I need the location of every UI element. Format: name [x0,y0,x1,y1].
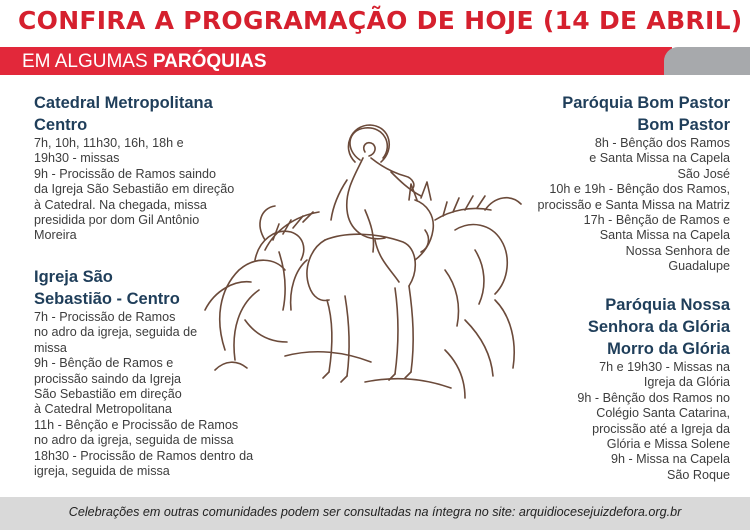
schedule-line: 19h30 - missas [34,151,120,166]
schedule-line: procissão saindo da Igreja [34,371,182,386]
heading-line: Bom Pastor [637,116,730,134]
schedule-line: no adro da igreja, seguida de missa [34,433,234,448]
gloria-schedule [470,360,730,483]
gloria-section [470,294,730,483]
banner-grey-tab [664,47,750,75]
sao-sebastiao-heading [34,266,289,310]
schedule-line: Colégio Santa Catarina, [596,406,730,421]
schedule-line: à Catedral Metropolitana [34,402,172,417]
schedule-line: presidida por dom Gil Antônio [34,213,200,228]
footer-bar [0,497,750,530]
catedral-section [34,92,289,244]
schedule-line: à Catedral. Na chegada, missa [34,197,207,212]
schedule-line: missa [34,340,67,355]
schedule-line: e Santa Missa na Capela [589,151,730,166]
schedule-line: da Igreja São Sebastião em direção [34,182,235,197]
sao-sebastiao-schedule [34,310,289,479]
page-title: CONFIRA A PROGRAMAÇÃO DE HOJE (14 DE ABRIL) [18,6,743,35]
bom-pastor-schedule [470,136,730,275]
schedule-line: 11h - Bênção e Procissão de Ramos [34,417,239,432]
schedule-line: 9h - Missa na Capela [610,452,730,467]
schedule-line: São Roque [666,467,730,482]
schedule-line: 10h e 19h - Bênção dos Ramos, [549,182,730,197]
heading-line: Igreja São [34,268,113,286]
footer-note: Celebrações em outras comunidades podem ser consultadas na íntegra no site: arquidiocesejuizdefora.org.br [68,505,682,519]
schedule-line: São José [677,166,730,181]
heading-line: Sebastião - Centro [34,290,180,308]
schedule-line: procissão e Santa Missa na Matriz [537,197,730,212]
schedule-line: 7h - Procissão de Ramos [34,310,176,324]
sao-sebastiao-section [34,266,289,479]
heading-line: Morro da Glória [607,340,730,358]
schedule-line: 7h, 10h, 11h30, 16h, 18h e [34,136,184,150]
heading-line: Catedral Metropolitana [34,94,213,112]
heading-line: Paróquia Nossa [605,296,730,314]
schedule-line: 18h30 - Procissão de Ramos dentro da [34,448,254,463]
schedule-line: 9h - Bênção dos Ramos no [577,390,730,405]
schedule-line: Nossa Senhora de [625,243,730,258]
schedule-line: Glória e Missa Solene [606,437,730,452]
bom-pastor-section [470,92,730,275]
section-banner [0,47,750,75]
schedule-line: igreja, seguida de missa [34,464,170,479]
heading-line: Paróquia Bom Pastor [562,94,730,112]
schedule-line: 9h - Bênção de Ramos e [34,356,174,371]
schedule-line: Guadalupe [668,259,730,274]
schedule-line: procissão até a Igreja da [592,421,730,436]
schedule-line: Moreira [34,228,77,243]
banner-prefix: EM ALGUMAS [22,51,153,72]
schedule-line: 7h e 19h30 - Missas na [599,360,730,374]
banner-emphasis: PARÓQUIAS [152,51,267,72]
catedral-heading [34,92,289,136]
schedule-line: 8h - Bênção dos Ramos [594,136,730,150]
schedule-line: 9h - Procissão de Ramos saindo [34,166,217,181]
heading-line: Centro [34,116,88,134]
schedule-line: Igreja da Glória [643,375,730,390]
gloria-heading [470,294,730,360]
heading-line: Senhora da Glória [587,318,730,336]
banner-label [22,51,267,73]
bom-pastor-heading [470,92,730,136]
schedule-line: São Sebastião em direção [34,387,182,402]
schedule-line: Santa Missa na Capela [599,228,730,243]
schedule-line: no adro da igreja, seguida de [34,325,198,340]
schedule-line: 17h - Bênção de Ramos e [583,213,730,228]
catedral-schedule [34,136,289,244]
